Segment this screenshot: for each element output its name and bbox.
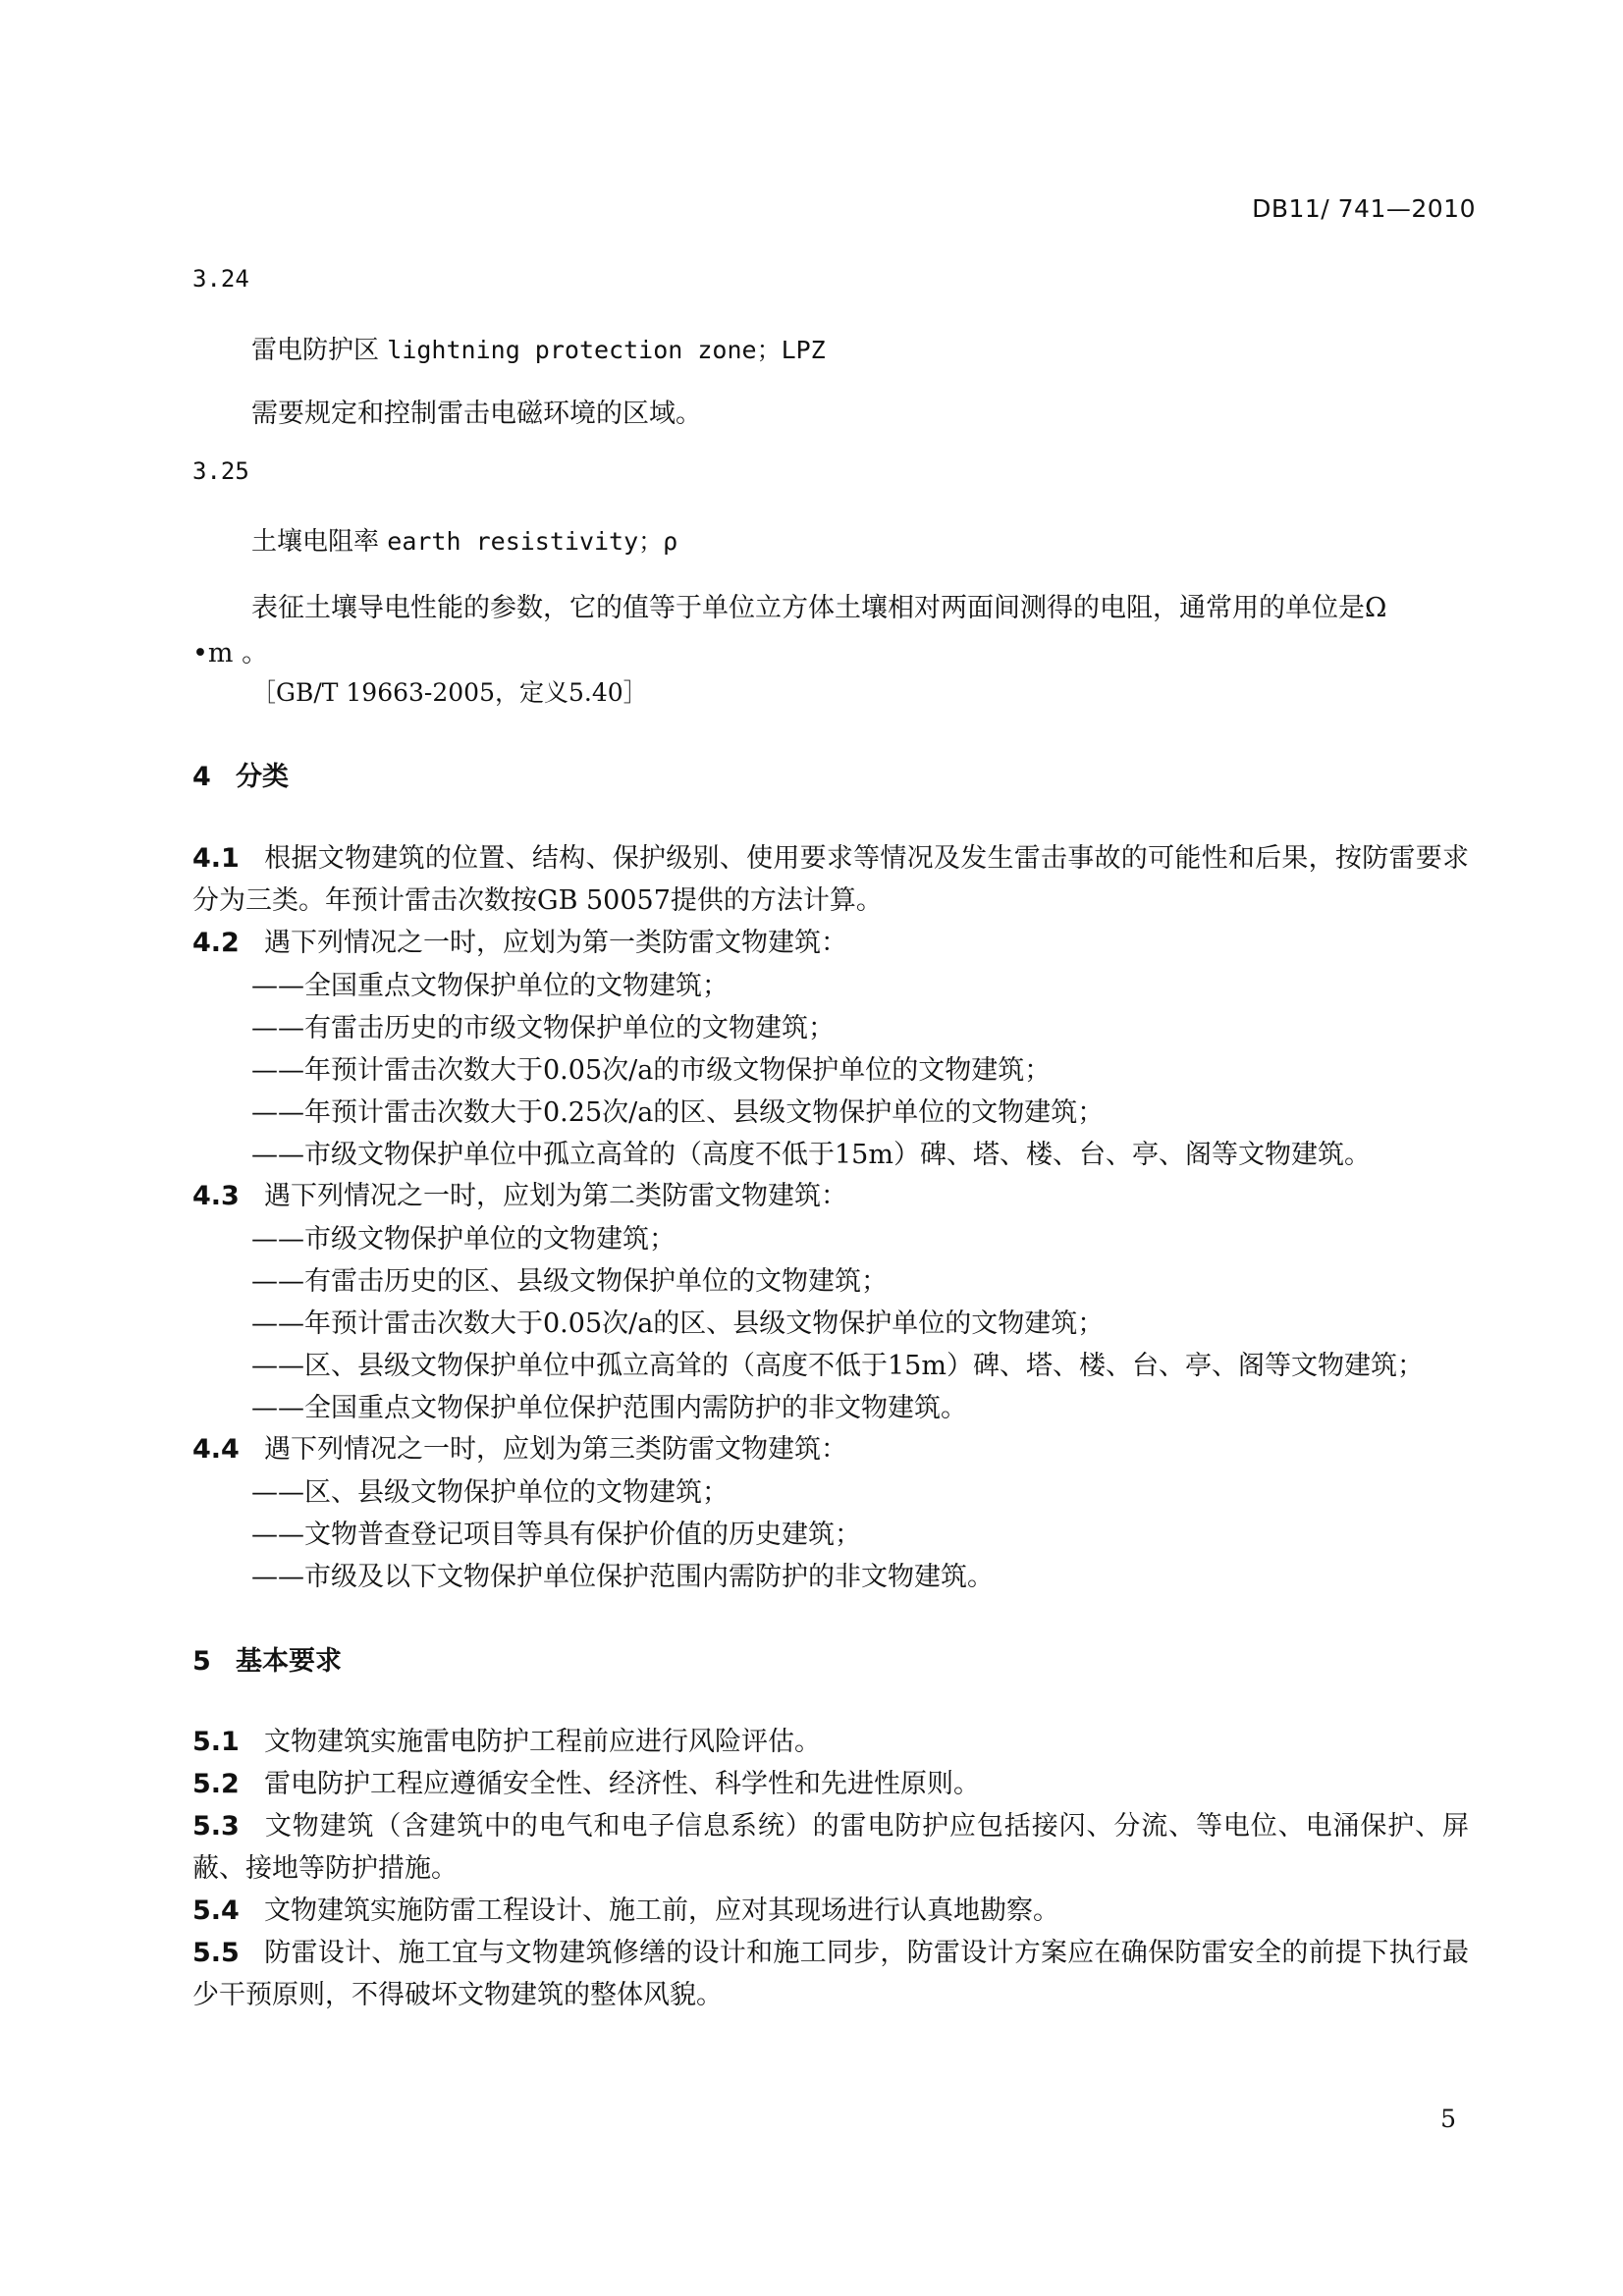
clause-number: 5.3 <box>192 1811 240 1842</box>
list-item: ——区、县级文物保护单位中孤立高耸的（高度不低于15m）碑、塔、楼、台、亭、阁等文物建筑； <box>251 1351 1424 1381</box>
clause-text: 防雷设计、施工宜与文物建筑修缮的设计和施工同步，防雷设计方案应在确保防雷安全的前提下执行最少干预原则，不得破坏文物建筑的整体风貌。 <box>192 1938 1469 2010</box>
term-title-en: earth resistivity；ρ <box>387 527 678 556</box>
clause <box>192 1890 1469 1932</box>
clause-number: 5.4 <box>192 1896 240 1926</box>
term-title-en: lightning protection zone；LPZ <box>387 336 826 364</box>
clause-text: 文物建筑实施防雷工程设计、施工前，应对其现场进行认真地勘察。 <box>264 1896 1059 1926</box>
list-item: ——全国重点文物保护单位保护范围内需防护的非文物建筑。 <box>251 1393 967 1423</box>
clause-text: 文物建筑（含建筑中的电气和电子信息系统）的雷电防护应包括接闪、分流、等电位、电涌保护、屏蔽、接地等防护措施。 <box>192 1811 1469 1884</box>
section-heading <box>192 755 289 793</box>
term-title-zh: 土壤电阻率 <box>251 527 380 557</box>
list-item: ——年预计雷击次数大于0.05次/a的区、县级文物保护单位的文物建筑； <box>251 1308 1105 1339</box>
clause-text: 遇下列情况之一时，应划为第一类防雷文物建筑： <box>264 928 847 958</box>
clause-text: 遇下列情况之一时，应划为第二类防雷文物建筑： <box>264 1181 847 1211</box>
list-item: ——市级文物保护单位的文物建筑； <box>251 1224 676 1255</box>
list-item: ——年预计雷击次数大于0.25次/a的区、县级文物保护单位的文物建筑； <box>251 1097 1105 1128</box>
clause-number: 4.3 <box>192 1181 240 1211</box>
term-definition: 需要规定和控制雷击电磁环境的区域。 <box>251 399 702 429</box>
clause-number: 5.1 <box>192 1727 240 1757</box>
clause-number: 4.1 <box>192 843 240 874</box>
clause-number: 4.2 <box>192 928 240 958</box>
list-item: ——市级文物保护单位中孤立高耸的（高度不低于15m）碑、塔、楼、台、亭、阁等文物建筑。 <box>251 1140 1371 1170</box>
standard-code: DB11/ 741—2010 <box>1252 194 1476 223</box>
term-title <box>251 521 677 558</box>
clause <box>192 922 1469 964</box>
list-item: ——文物普查登记项目等具有保护价值的历史建筑； <box>251 1520 861 1550</box>
clause <box>192 1932 1469 2016</box>
list-item: ——区、县级文物保护单位的文物建筑； <box>251 1477 729 1508</box>
section-title: 基本要求 <box>236 1646 342 1677</box>
clause <box>192 837 1469 922</box>
section-title: 分类 <box>236 762 289 792</box>
list-item: ——有雷击历史的市级文物保护单位的文物建筑； <box>251 1013 835 1043</box>
term-title-zh: 雷电防护区 <box>251 336 380 365</box>
clause-text: 根据文物建筑的位置、结构、保护级别、使用要求等情况及发生雷击事故的可能性和后果，按防雷要求分为三类。年预计雷击次数按GB 50057提供的方法计算。 <box>192 843 1469 916</box>
section-heading <box>192 1639 342 1678</box>
term-definition-line: 表征土壤导电性能的参数，它的值等于单位立方体土壤相对两面间测得的电阻，通常用的单位是Ω <box>251 593 1387 623</box>
clause-number: 5.5 <box>192 1938 240 1968</box>
section-number: 5 <box>192 1646 211 1677</box>
clause-number: 4.4 <box>192 1434 240 1465</box>
clause-text: 遇下列情况之一时，应划为第三类防雷文物建筑： <box>264 1434 847 1465</box>
clause <box>192 1175 1469 1217</box>
list-item: ——年预计雷击次数大于0.05次/a的市级文物保护单位的文物建筑； <box>251 1055 1052 1086</box>
clause-number: 5.2 <box>192 1769 240 1799</box>
term-number: 3.24 <box>192 265 249 293</box>
page-number: 5 <box>1440 2105 1456 2133</box>
clause <box>192 1721 1469 1763</box>
clause-text: 文物建筑实施雷电防护工程前应进行风险评估。 <box>264 1727 821 1757</box>
term-reference: ［GB/T 19663-2005，定义5.40］ <box>251 678 648 707</box>
term-number: 3.25 <box>192 457 249 485</box>
clause <box>192 1428 1469 1470</box>
section-number: 4 <box>192 762 211 792</box>
term-title <box>251 330 826 366</box>
list-item: ——全国重点文物保护单位的文物建筑； <box>251 971 729 1001</box>
clause-text: 雷电防护工程应遵循安全性、经济性、科学性和先进性原则。 <box>264 1769 980 1799</box>
list-item: ——有雷击历史的区、县级文物保护单位的文物建筑； <box>251 1266 888 1297</box>
list-item: ——市级及以下文物保护单位保护范围内需防护的非文物建筑。 <box>251 1562 994 1592</box>
term-definition-line: •m 。 <box>192 638 269 668</box>
clause <box>192 1805 1469 1890</box>
clause <box>192 1763 1469 1805</box>
